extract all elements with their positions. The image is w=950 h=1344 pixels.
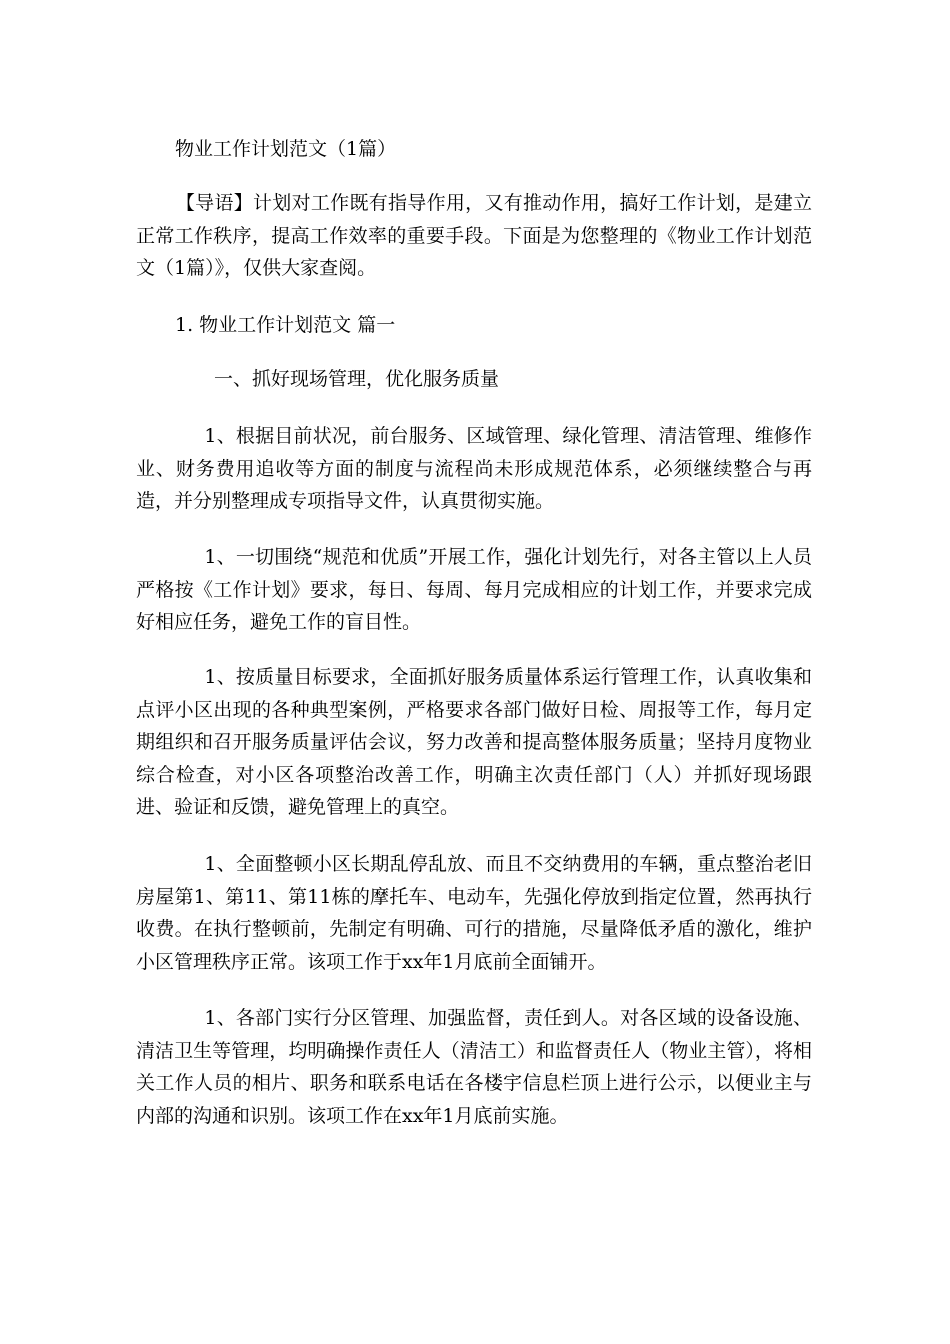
body-paragraph-1: 1、根据目前状况，前台服务、区域管理、绿化管理、清洁管理、维修作业、财务费用追收等方面的制度与流程尚未形成规范体系，必须继续整合与再造，并分别整理成专项指导文件，认真贯彻实施。 bbox=[136, 425, 812, 512]
intro-paragraph: 【导语】计划对工作既有指导作用，又有推动作用，搞好工作计划，是建立正常工作秩序，提高工作效率的重要手段。下面是为您整理的《物业工作计划范文（1篇）》，仅供大家查阅。 bbox=[136, 192, 812, 279]
section-heading: 1. 物业工作计划范文 篇一 bbox=[175, 314, 396, 336]
document-title: 物业工作计划范文（1篇） bbox=[175, 138, 397, 160]
body-paragraph-5: 1、各部门实行分区管理、加强监督，责任到人。对各区域的设备设施、清洁卫生等管理，均明确操作责任人（清洁工）和监督责任人（物业主管），将相关工作人员的相片、职务和联系电话在各楼宇信息栏顶上进行公示，以便业主与内部的沟通和识别。该项工作在xx年1月底前实施。 bbox=[136, 1007, 812, 1127]
subsection-heading: 一、抓好现场管理，优化服务质量 bbox=[214, 368, 500, 390]
body-paragraph-2: 1、一切围绕“规范和优质”开展工作，强化计划先行，对各主管以上人员严格按《工作计划》要求，每日、每周、每月完成相应的计划工作，并要求完成好相应任务，避免工作的盲目性。 bbox=[136, 546, 812, 633]
body-paragraph-4: 1、全面整顿小区长期乱停乱放、而且不交纳费用的车辆，重点整治老旧房屋第1、第11、第11栋的摩托车、电动车，先强化停放到指定位置，然再执行收费。在执行整顿前，先制定有明确、可行的措施，尽量降低矛盾的激化，维护小区管理秩序正常。该项工作于xx年1月底前全面铺开。 bbox=[136, 853, 812, 973]
body-paragraph-3: 1、按质量目标要求，全面抓好服务质量体系运行管理工作，认真收集和点评小区出现的各种典型案例，严格要求各部门做好日检、周报等工作，每月定期组织和召开服务质量评估会议，努力改善和提高整体服务质量；坚持月度物业综合检查，对小区各项整治改善工作，明确主次责任部门（人）并抓好现场跟进、验证和反馈，避免管理上的真空。 bbox=[136, 666, 812, 818]
